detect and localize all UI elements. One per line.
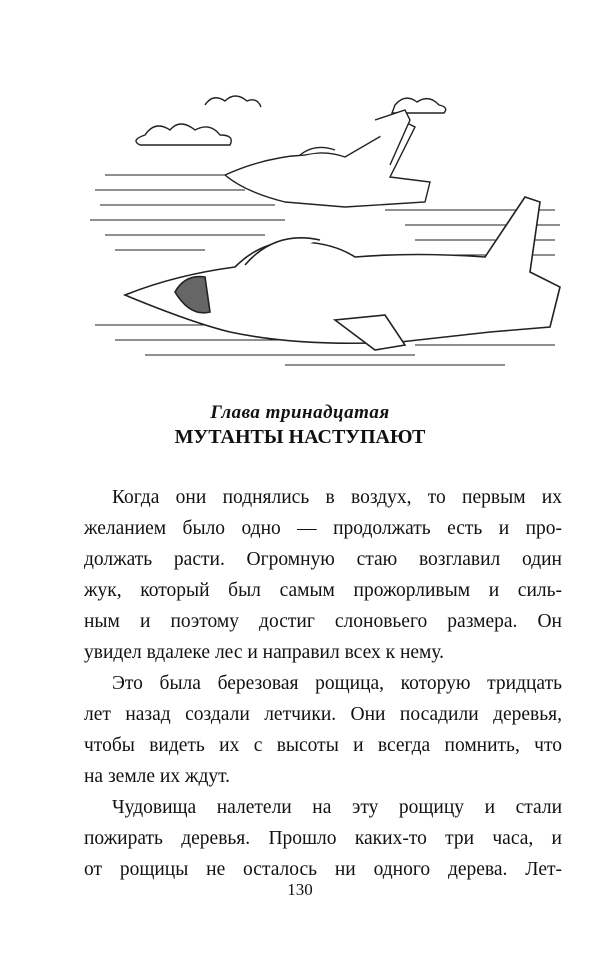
text-line: от рощицы не осталось ни одного дерева. Лет-: [84, 859, 562, 880]
rear-jet: [225, 110, 430, 207]
text-line: на земле их ждут.: [84, 766, 231, 787]
cloud: [136, 124, 231, 145]
text-line: должать расти. Огромную стаю возглавил один: [84, 549, 562, 570]
cloud: [205, 96, 261, 107]
text-line: Чудовища налетели на эту рощицу и стали: [112, 797, 562, 818]
text-line: Когда они поднялись в воздух, то первым их: [112, 487, 562, 508]
text-line: Это была березовая рощица, которую тридцать: [112, 673, 562, 694]
text-line: жук, который был самым прожорливым и силь-: [84, 580, 562, 601]
text-line: пожирать деревья. Прошло каких-то три часа, и: [84, 828, 562, 849]
cloud: [392, 98, 446, 113]
text-line: ным и поэтому достиг слоновьего размера. Он: [84, 611, 562, 632]
text-line: увидел вдалеке лес и направил всех к нему.: [84, 642, 445, 663]
text-line: желанием было одно — продолжать есть и про-: [84, 518, 562, 539]
text-line: лет назад создали летчики. Они посадили деревья,: [84, 704, 562, 725]
chapter-number: Глава тринадцатая: [210, 402, 390, 423]
text-line: чтобы видеть их с высоты и всегда помнить, что: [84, 735, 562, 756]
page-number: 130: [287, 880, 313, 899]
fighter-jets-illustration: [85, 80, 565, 375]
chapter-title: МУТАНТЫ НАСТУПАЮТ: [174, 426, 426, 448]
